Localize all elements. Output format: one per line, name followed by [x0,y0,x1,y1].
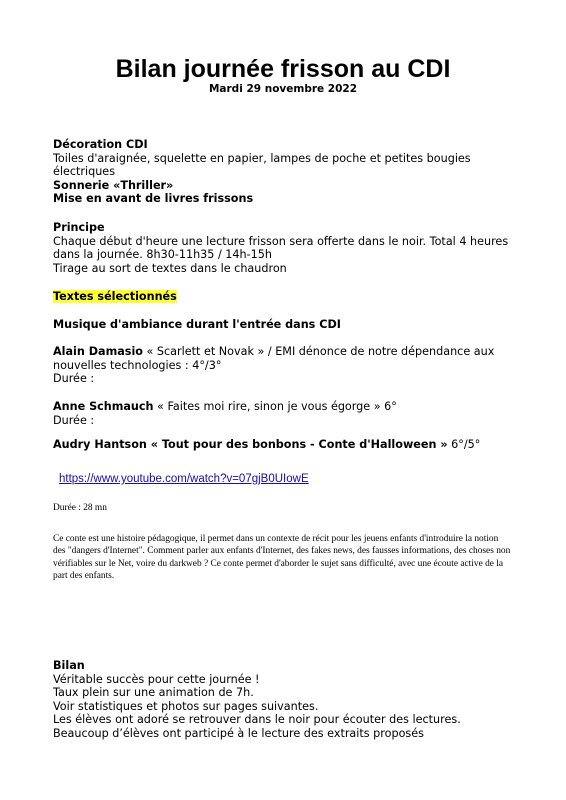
bilan-line-4: Les élèves ont adoré se retrouver dans le noir pour écouter des lectures. [53,713,461,727]
principe-text: Chaque début d'heure une lecture frisson sera offerte dans le noir. Total 4 heures dans la journée. 8h30-11h35 / 14h-15h [53,234,509,262]
conte-description: Ce conte est une histoire pédagogique, il permet dans un contexte de récit pour les jeuens enfants d'introduire la notion des "dangers d'Internet". Comment parler aux enfants d'Internet, des fakes news, des fausses informations, des choses non vérifiables sur le Net, voire du darkweb ? Ce conte permet d'aborder le sujet sans difficulté, avec une écoute active de la part des enfants. [53,534,511,582]
damasio-text [53,345,523,372]
livres-line: Mise en avant de livres frissons [53,192,254,206]
document-title: Bilan journée frisson au CDI [115,55,451,83]
youtube-link[interactable]: https://www.youtube.com/watch?v=07gjB0UIowE [59,473,309,485]
damasio-title: « Scarlett et Novak » / EMI dénonce de notre dépendance aux nouvelles technologies : 4°/3° [53,345,495,372]
schmauch-duree: Durée : [53,413,95,427]
damasio-duree: Durée : [53,372,95,386]
decoration-text: Toiles d'araignée, squelette en papier, lampes de poche et petites bougies électriques [53,151,471,179]
decoration-section [53,138,523,206]
hantson-entry [53,438,523,452]
schmauch-text [53,400,523,414]
principe-text-2: Tirage au sort de textes dans le chaudron [53,261,287,275]
principe-section [53,221,523,275]
damasio-author: Alain Damasio [53,345,143,358]
bilan-heading: Bilan [53,659,85,672]
youtube-link-wrap [59,472,529,487]
hantson-level: 6°/5° [447,438,481,451]
document-date: Mardi 29 novembre 2022 [208,83,358,95]
bilan-line-5: Beaucoup d’élèves ont participé à le lecture des extraits proposés [53,726,424,740]
damasio-entry [53,345,523,386]
bilan-line-3: Voir statistiques et photos sur pages suivantes. [53,699,319,713]
textes-section [53,290,523,304]
schmauch-title: « Faites moi rire, sinon je vous égorge » 6° [153,400,397,413]
bilan-line-2: Taux plein sur une animation de 7h. [53,686,254,700]
sonnerie-line: Sonnerie «Thriller» [53,178,174,192]
duree-mn: Durée : 28 mn [53,503,107,513]
textes-heading: Textes sélectionnés [53,290,177,303]
hantson-title: Audry Hantson « Tout pour des bonbons - Conte d'Halloween » [53,438,448,451]
schmauch-author: Anne Schmauch [53,400,154,413]
principe-heading: Principe [53,221,105,234]
decoration-heading: Décoration CDI [53,138,148,151]
schmauch-entry [53,400,523,427]
bilan-line-1: Véritable succès pour cette journée ! [53,672,260,686]
bilan-section [53,659,523,741]
musique-line: Musique d'ambiance durant l'entrée dans CDI [53,318,341,331]
